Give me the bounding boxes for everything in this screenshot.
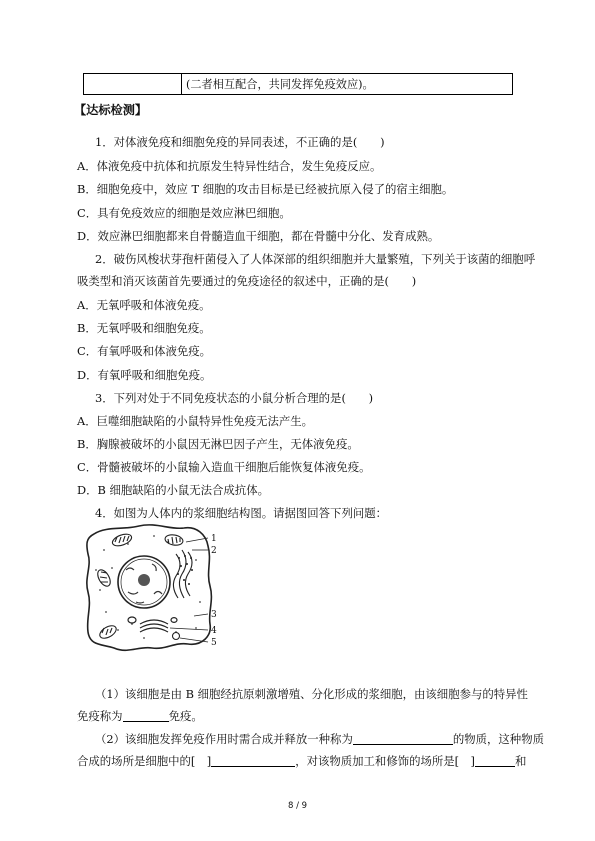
mitochondria [95,532,184,641]
golgi-apparatus [128,617,177,632]
answer-blank-synthesis-site[interactable] [211,755,295,767]
question-2-option-b: B．无氧呼吸和细胞免疫。 [77,321,211,335]
question-1-option-c: C．具有免疫效应的细胞是效应淋巴细胞。 [77,206,291,220]
nucleus [118,556,170,608]
question-1-stem: 1．对体液免疫和细胞免疫的异同表述，不正确的是( ) [95,135,385,149]
page-number: 8 / 9 [287,801,308,811]
question-4-part2-text-d: ，对该物质加工和修饰的场所是[ ] [295,754,475,768]
question-3-option-a: A．巨噬细胞缺陷的小鼠特异性免疫无法产生。 [77,414,314,428]
answer-blank-processing-site[interactable] [475,755,515,767]
question-4-part2-text-a: （2）该细胞发挥免疫作用时需合成并释放一种称为 [95,732,353,746]
question-1-option-a: A．体液免疫中抗体和抗原发生特异性结合，发生免疫反应。 [77,159,382,173]
table-cell-left [84,74,182,94]
question-4-part2-text-c: 合成的场所是细胞中的[ ] [77,754,212,768]
question-4-part1-line2 [77,709,203,723]
question-3-stem: 3．下列对处于不同免疫状态的小鼠分析合理的是( ) [95,391,374,405]
question-2-option-d: D．有氧呼吸和细胞免疫。 [77,368,212,382]
question-3-option-b: B．胸腺被破坏的小鼠因无淋巴因子产生，无体液免疫。 [77,437,359,451]
question-4-part2-text-e: 和 [514,754,527,768]
question-4-stem: 4．如图为人体内的浆细胞结构图。请据图回答下列问题： [95,506,388,520]
question-4-part1-line1: （1）该细胞是由 B 细胞经抗原刺激增殖、分化形成的浆细胞，由该细胞参与的特异性 [95,687,528,701]
figure-label-2: 2 [211,546,217,556]
question-1-option-b: B．细胞免疫中，效应 T 细胞的攻击目标是已经被抗原入侵了的宿主细胞。 [77,182,454,196]
figure-label-1: 1 [211,534,217,544]
question-4-part1-text-b: 免疫。 [168,709,203,723]
question-4-part1-text-a: 免疫称为 [77,709,123,723]
answer-blank-substance[interactable] [353,733,453,745]
question-4-part2-line2 [77,754,526,768]
question-2-option-a: A．无氧呼吸和体液免疫。 [77,298,211,312]
question-4-part2-text-b: 的物质，这种物质 [452,732,544,746]
question-3-option-c: C．骨髓被破坏的小鼠输入造血干细胞后能恢复体液免疫。 [77,460,371,474]
question-3-option-d: D．B 细胞缺陷的小鼠无法合成抗体。 [77,483,269,497]
figure-label-4: 4 [211,626,217,636]
rough-endoplasmic-reticulum [173,550,192,598]
figure-label-5: 5 [211,638,217,648]
question-2-stem-line2: 吸类型和消灭该菌首先要通过的免疫途径的叙述中，正确的是( ) [77,274,417,288]
question-2-stem-line1: 2．破伤风梭状芽孢杆菌侵入了人体深部的组织细胞并大量繁殖，下列关于该菌的细胞呼 [95,252,536,266]
secretory-vesicle [173,633,180,640]
cell-membrane [87,525,212,650]
question-4-part2-line1 [95,732,544,746]
figure-label-3: 3 [211,610,217,620]
question-1-option-d: D．效应淋巴细胞都来自骨髓造血干细胞，都在骨髓中分化、发育成熟。 [77,229,440,243]
plasma-cell-diagram [84,520,230,656]
cytoplasm-granules [95,535,201,639]
section-title: 【达标检测】 [74,103,148,117]
answer-blank-immunity-type[interactable] [123,710,169,722]
table-cell-right: (二者相互配合，共同发挥免疫效应)。 [186,78,374,91]
question-2-option-c: C．有氧呼吸和体液免疫。 [77,344,212,358]
summary-table [83,73,513,95]
